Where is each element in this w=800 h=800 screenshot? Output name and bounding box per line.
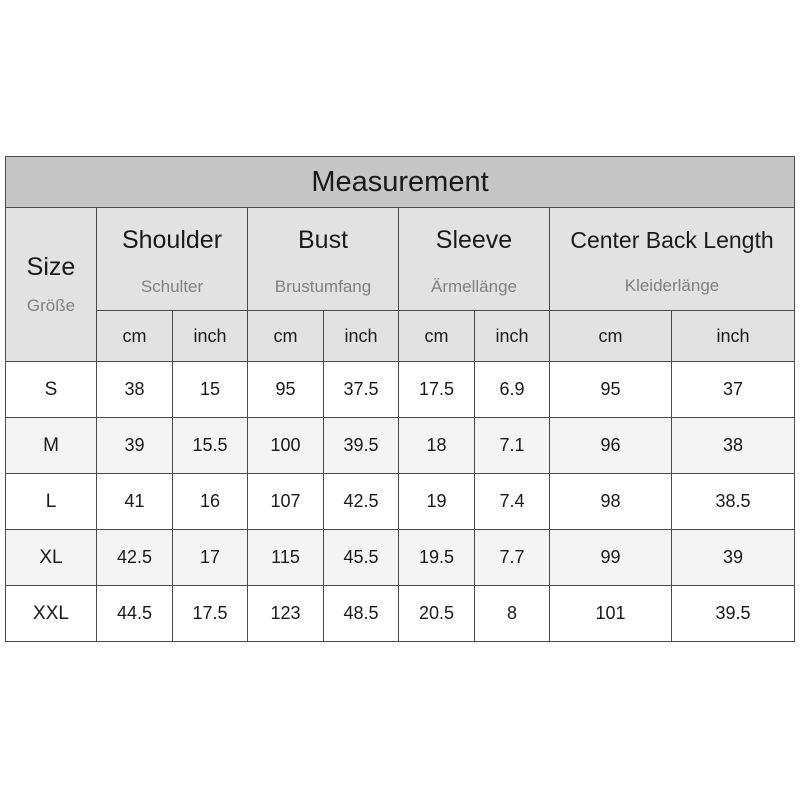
center-back-length-header xyxy=(550,208,795,311)
table-cell: 17.5 xyxy=(399,362,475,418)
unit-cm-bust: cm xyxy=(248,311,324,362)
table-cell: 96 xyxy=(550,418,672,474)
bust-header xyxy=(248,208,399,311)
unit-cm-center-back-length: cm xyxy=(550,311,672,362)
size-chart-table xyxy=(5,156,795,642)
table-cell: 98 xyxy=(550,474,672,530)
size-label-de: Größe xyxy=(26,296,76,315)
table-row xyxy=(6,530,795,586)
size-cell: S xyxy=(6,362,97,418)
table-cell: 48.5 xyxy=(324,586,399,642)
center-back-length-label-de: Kleiderlänge xyxy=(624,275,720,295)
table-cell: 45.5 xyxy=(324,530,399,586)
table-cell: 15.5 xyxy=(173,418,248,474)
bust-label-de: Brustumfang xyxy=(274,276,372,296)
table-cell: 95 xyxy=(248,362,324,418)
table-cell: 16 xyxy=(173,474,248,530)
table-cell: 39 xyxy=(97,418,173,474)
table-cell: 18 xyxy=(399,418,475,474)
table-cell: 39.5 xyxy=(324,418,399,474)
shoulder-header xyxy=(97,208,248,311)
table-cell: 41 xyxy=(97,474,173,530)
table-cell: 38 xyxy=(97,362,173,418)
table-cell: 101 xyxy=(550,586,672,642)
table-row xyxy=(6,418,795,474)
table-cell: 37 xyxy=(672,362,795,418)
table-cell: 7.1 xyxy=(475,418,550,474)
table-cell: 15 xyxy=(173,362,248,418)
table-cell: 17 xyxy=(173,530,248,586)
table-cell: 100 xyxy=(248,418,324,474)
shoulder-label-de: Schulter xyxy=(140,276,204,296)
unit-cm-shoulder: cm xyxy=(97,311,173,362)
table-cell: 20.5 xyxy=(399,586,475,642)
table-row xyxy=(6,586,795,642)
table-row xyxy=(6,362,795,418)
table-cell: 39 xyxy=(672,530,795,586)
table-cell: 44.5 xyxy=(97,586,173,642)
sleeve-label-de: Ärmellänge xyxy=(431,276,517,296)
size-column-header xyxy=(6,208,97,362)
table-cell: 99 xyxy=(550,530,672,586)
table-row xyxy=(6,474,795,530)
size-label: Size xyxy=(26,253,76,281)
table-cell: 7.4 xyxy=(475,474,550,530)
bust-label: Bust xyxy=(297,225,349,254)
sleeve-header xyxy=(399,208,550,311)
table-cell: 17.5 xyxy=(173,586,248,642)
shoulder-label: Shoulder xyxy=(121,225,223,254)
size-cell: XXL xyxy=(6,586,97,642)
table-cell: 107 xyxy=(248,474,324,530)
table-cell: 8 xyxy=(475,586,550,642)
table-cell: 19 xyxy=(399,474,475,530)
unit-inch-bust: inch xyxy=(324,311,399,362)
table-cell: 7.7 xyxy=(475,530,550,586)
unit-cm-sleeve: cm xyxy=(399,311,475,362)
table-title: Measurement xyxy=(6,157,795,208)
table-cell: 39.5 xyxy=(672,586,795,642)
table-cell: 38 xyxy=(672,418,795,474)
table-cell: 38.5 xyxy=(672,474,795,530)
table-cell: 123 xyxy=(248,586,324,642)
table-cell: 42.5 xyxy=(97,530,173,586)
sleeve-label: Sleeve xyxy=(435,225,513,254)
size-cell: M xyxy=(6,418,97,474)
table-cell: 19.5 xyxy=(399,530,475,586)
table-cell: 37.5 xyxy=(324,362,399,418)
center-back-length-label: Center Back Length xyxy=(570,226,774,253)
table-cell: 6.9 xyxy=(475,362,550,418)
unit-inch-sleeve: inch xyxy=(475,311,550,362)
table-cell: 115 xyxy=(248,530,324,586)
unit-inch-shoulder: inch xyxy=(173,311,248,362)
table-cell: 95 xyxy=(550,362,672,418)
size-cell: L xyxy=(6,474,97,530)
unit-inch-center-back-length: inch xyxy=(672,311,795,362)
table-cell: 42.5 xyxy=(324,474,399,530)
size-cell: XL xyxy=(6,530,97,586)
